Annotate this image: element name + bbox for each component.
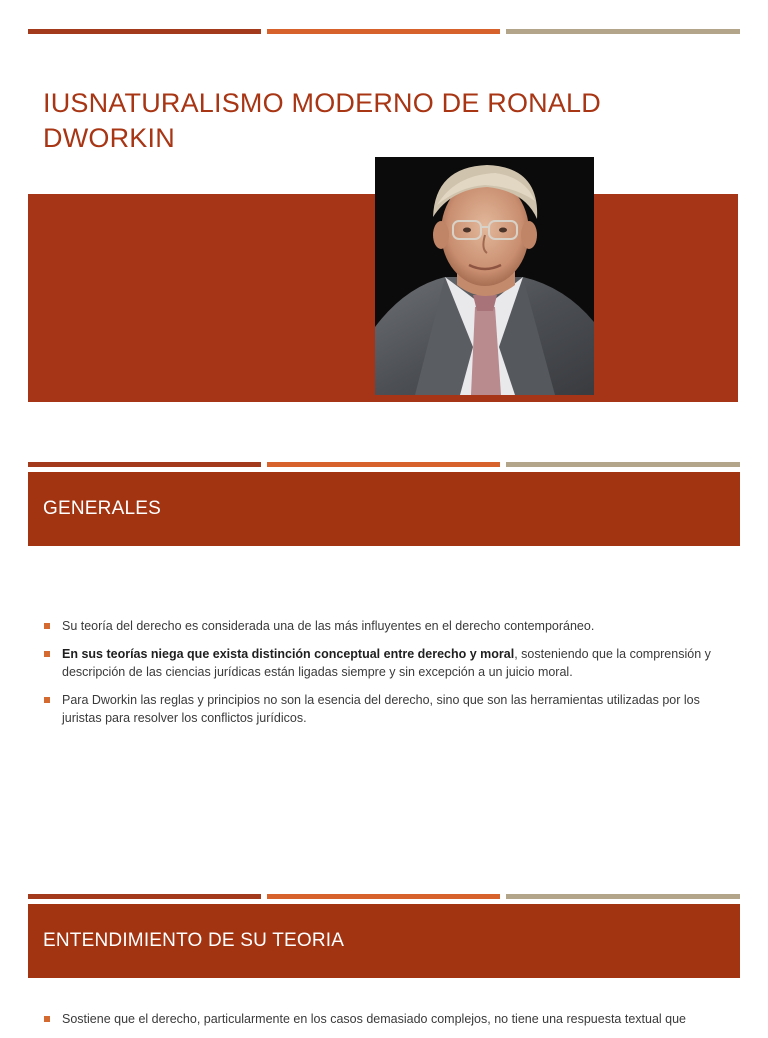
section-title: ENTENDIMIENTO DE SU TEORIA: [43, 930, 345, 951]
accent-bar-red: [28, 29, 261, 34]
accent-bar-red: [28, 894, 261, 899]
bullet-text: Sostiene que el derecho, particularmente en los casos demasiado complejos, no tiene una respuesta textual que: [62, 1012, 686, 1026]
accent-bar-orange: [267, 462, 500, 467]
bullet-square-icon: [44, 1016, 50, 1022]
bullet-square-icon: [44, 697, 50, 703]
bullet-text: , sosteniendo que la comprensión y descripción de las ciencias jurídicas están ligadas siempre y sin excepción a un juicio moral.: [62, 647, 711, 679]
section-band-generales: [28, 472, 740, 546]
bullet-text: Para Dworkin las reglas y principios no son la esencia del derecho, sino que son las herramientas utilizadas por los juristas para resolver los conflictos jurídicos.: [62, 693, 700, 725]
list-item: [44, 617, 720, 635]
bullet-square-icon: [44, 623, 50, 629]
section-title: GENERALES: [43, 498, 161, 519]
accent-bar-tan: [506, 462, 740, 467]
list-item: [44, 645, 720, 681]
list-item: [44, 691, 720, 727]
accent-bar-orange: [267, 894, 500, 899]
generales-bullet-list: [44, 617, 720, 737]
accent-bar-red: [28, 462, 261, 467]
entendimiento-bullet-list: [44, 1010, 720, 1038]
bullet-bold-text: En sus teorías niega que exista distinción conceptual entre derecho y moral: [62, 647, 515, 661]
accent-bar-tan: [506, 894, 740, 899]
slide-title: IUSNATURALISMO MODERNO DE RONALD DWORKIN: [43, 88, 601, 153]
section-band-entendimiento: [28, 904, 740, 978]
portrait-illustration: [375, 157, 594, 395]
bullet-square-icon: [44, 651, 50, 657]
accent-bar-tan: [506, 29, 740, 34]
list-item: [44, 1010, 720, 1028]
bullet-text: Su teoría del derecho es considerada una de las más influyentes en el derecho contemporáneo.: [62, 619, 595, 633]
accent-bar-orange: [267, 29, 500, 34]
dworkin-portrait: [375, 157, 594, 395]
